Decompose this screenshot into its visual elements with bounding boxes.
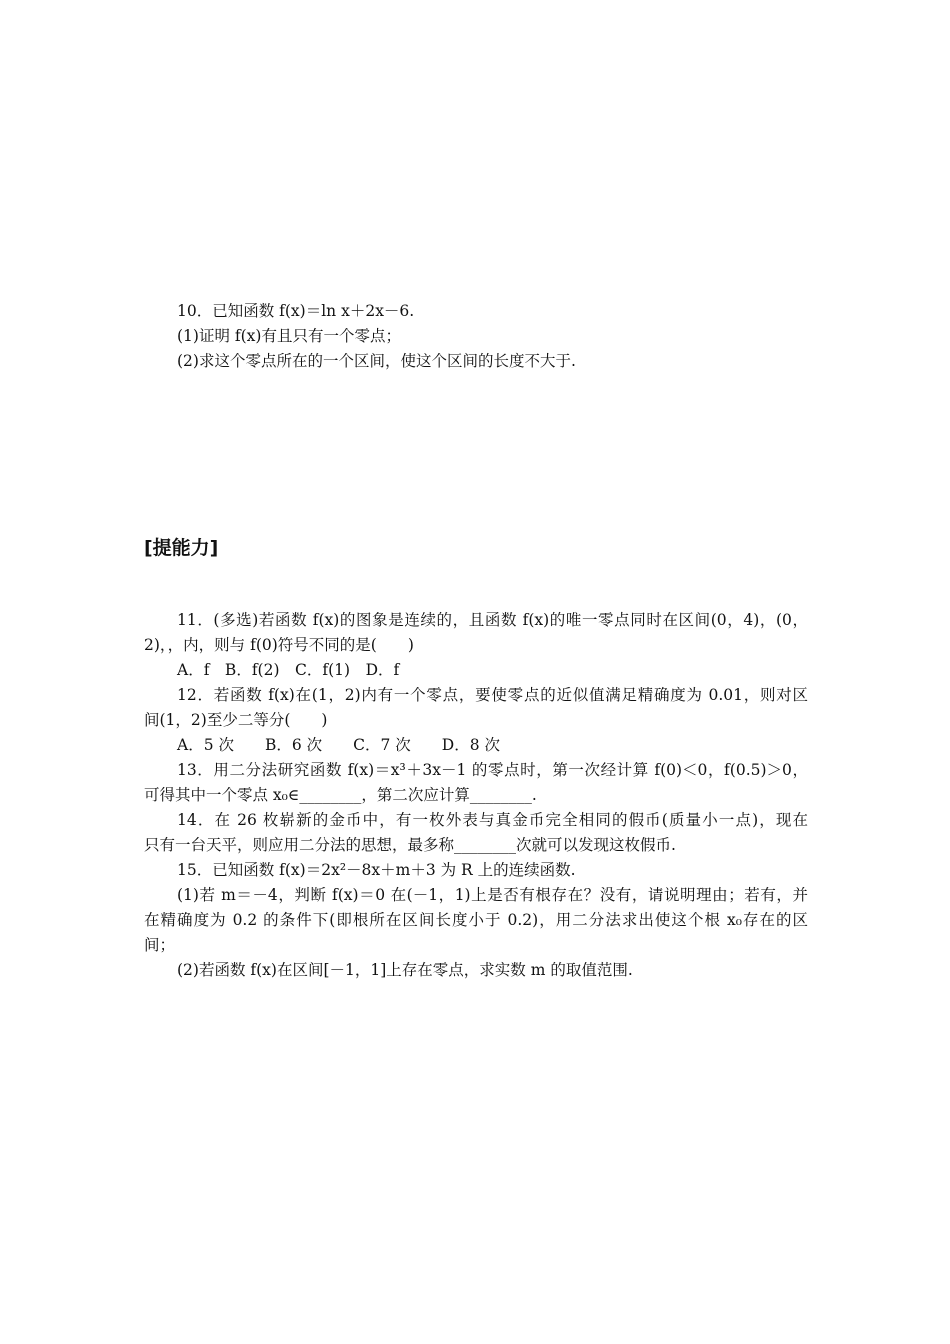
q12-line2: 间(1，2)至少二等分( ): [144, 711, 328, 729]
q13-line2: 可得其中一个零点 x₀∈________，第二次应计算________.: [144, 786, 537, 804]
q15-part1-line3: 间；: [144, 936, 176, 954]
q15-part2: (2)若函数 f(x)在区间[－1，1]上存在零点，求实数 m 的取值范围.: [177, 961, 633, 979]
q11-line2: 2)，，内，则与 f(0)符号不同的是( ): [144, 636, 414, 654]
section-title: [提能力]: [144, 537, 219, 559]
q11-options: A．f B．f(2) C．f(1) D．f: [177, 661, 400, 679]
q15-part1-line1: (1)若 m＝－4，判断 f(x)＝0 在(－1，1)上是否有根存在？没有，请说明理由；若有，并: [177, 886, 808, 904]
q13-line1: 13．用二分法研究函数 f(x)＝x³＋3x－1 的零点时，第一次经计算 f(0)＜0，f(0.5)＞0，: [177, 761, 808, 779]
q15-stem: 15．已知函数 f(x)＝2x²－8x＋m＋3 为 R 上的连续函数.: [177, 861, 576, 879]
q14-line1: 14．在 26 枚崭新的金币中，有一枚外表与真金币完全相同的假币(质量小一点)，现在: [177, 811, 808, 829]
q11-line1: 11．(多选)若函数 f(x)的图象是连续的，且函数 f(x)的唯一零点同时在区间(0，4)，(0，: [177, 611, 808, 629]
q10-part1: (1)证明 f(x)有且只有一个零点；: [177, 327, 401, 345]
q12-options: A．5 次 B．6 次 C．7 次 D．8 次: [177, 736, 501, 754]
q10-stem: 10．已知函数 f(x)＝ln x＋2x－6.: [177, 302, 415, 320]
q12-line1: 12．若函数 f(x)在(1，2)内有一个零点，要使零点的近似值满足精确度为 0.01，则对区: [177, 686, 808, 704]
q10-part2: (2)求这个零点所在的一个区间，使这个区间的长度不大于.: [177, 352, 576, 370]
q14-line2: 只有一台天平，则应用二分法的思想，最多称________次就可以发现这枚假币.: [144, 836, 676, 854]
q15-part1-line2: 在精确度为 0.2 的条件下(即根所在区间长度小于 0.2)，用二分法求出使这个根 x₀存在的区: [144, 911, 808, 929]
